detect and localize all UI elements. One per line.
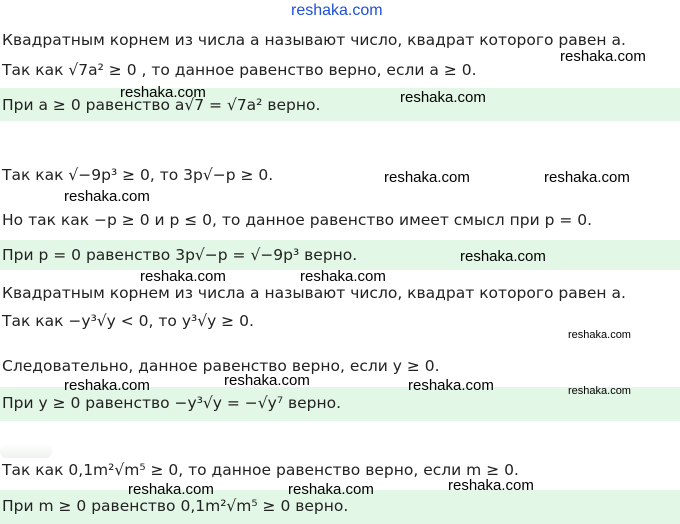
solution-line-10: При y ≥ 0 равенство −y³√y = −√y⁷ верно.	[2, 394, 342, 412]
watermark: reshaka.com	[448, 477, 534, 494]
watermark: reshaka.com	[120, 84, 206, 101]
solution-line-2: Так как √7a² ≥ 0 , то данное равенство верно, если a ≥ 0.	[2, 61, 477, 79]
watermark: reshaka.com	[400, 89, 486, 106]
solution-line-12: При m ≥ 0 равенство 0,1m²√m⁵ ≥ 0 верно.	[2, 497, 349, 515]
solution-line-5: Но так как −p ≥ 0 и p ≤ 0, то данное равенство имеет смысл при p = 0.	[2, 211, 593, 229]
watermark: reshaka.com	[224, 372, 310, 389]
solution-line-7: Квадратным корнем из числа a называют число, квадрат которого равен a.	[2, 284, 626, 302]
solution-line-3: При a ≥ 0 равенство a√7 = √7a² верно.	[2, 96, 321, 114]
watermark: reshaka.com	[568, 385, 631, 397]
watermark: reshaka.com	[560, 48, 646, 65]
watermark: reshaka.com	[128, 481, 214, 498]
watermark: reshaka.com	[140, 268, 226, 285]
watermark: reshaka.com	[64, 188, 150, 205]
solution-line-8: Так как −y³√y < 0, то y³√y ≥ 0.	[2, 312, 254, 330]
watermark: reshaka.com	[300, 268, 386, 285]
watermark: reshaka.com	[288, 481, 374, 498]
watermark: reshaka.com	[408, 377, 494, 394]
solution-line-4: Так как √−9p³ ≥ 0, то 3p√−p ≥ 0.	[2, 166, 274, 184]
watermark: reshaka.com	[384, 169, 470, 186]
watermark: reshaka.com	[460, 248, 546, 265]
solution-line-9: Следовательно, данное равенство верно, если y ≥ 0.	[2, 357, 440, 375]
watermark: reshaka.com	[544, 169, 630, 186]
watermark: reshaka.com	[64, 377, 150, 394]
watermark: reshaka.com	[291, 2, 383, 19]
solution-line-6: При p = 0 равенство 3p√−p = √−9p³ верно.	[2, 246, 358, 264]
faded-badge	[0, 444, 52, 458]
solution-line-11: Так как 0,1m²√m⁵ ≥ 0, то данное равенство верно, если m ≥ 0.	[2, 461, 519, 479]
solution-line-1: Квадратным корнем из числа a называют число, квадрат которого равен a.	[2, 31, 626, 49]
watermark: reshaka.com	[568, 329, 631, 341]
